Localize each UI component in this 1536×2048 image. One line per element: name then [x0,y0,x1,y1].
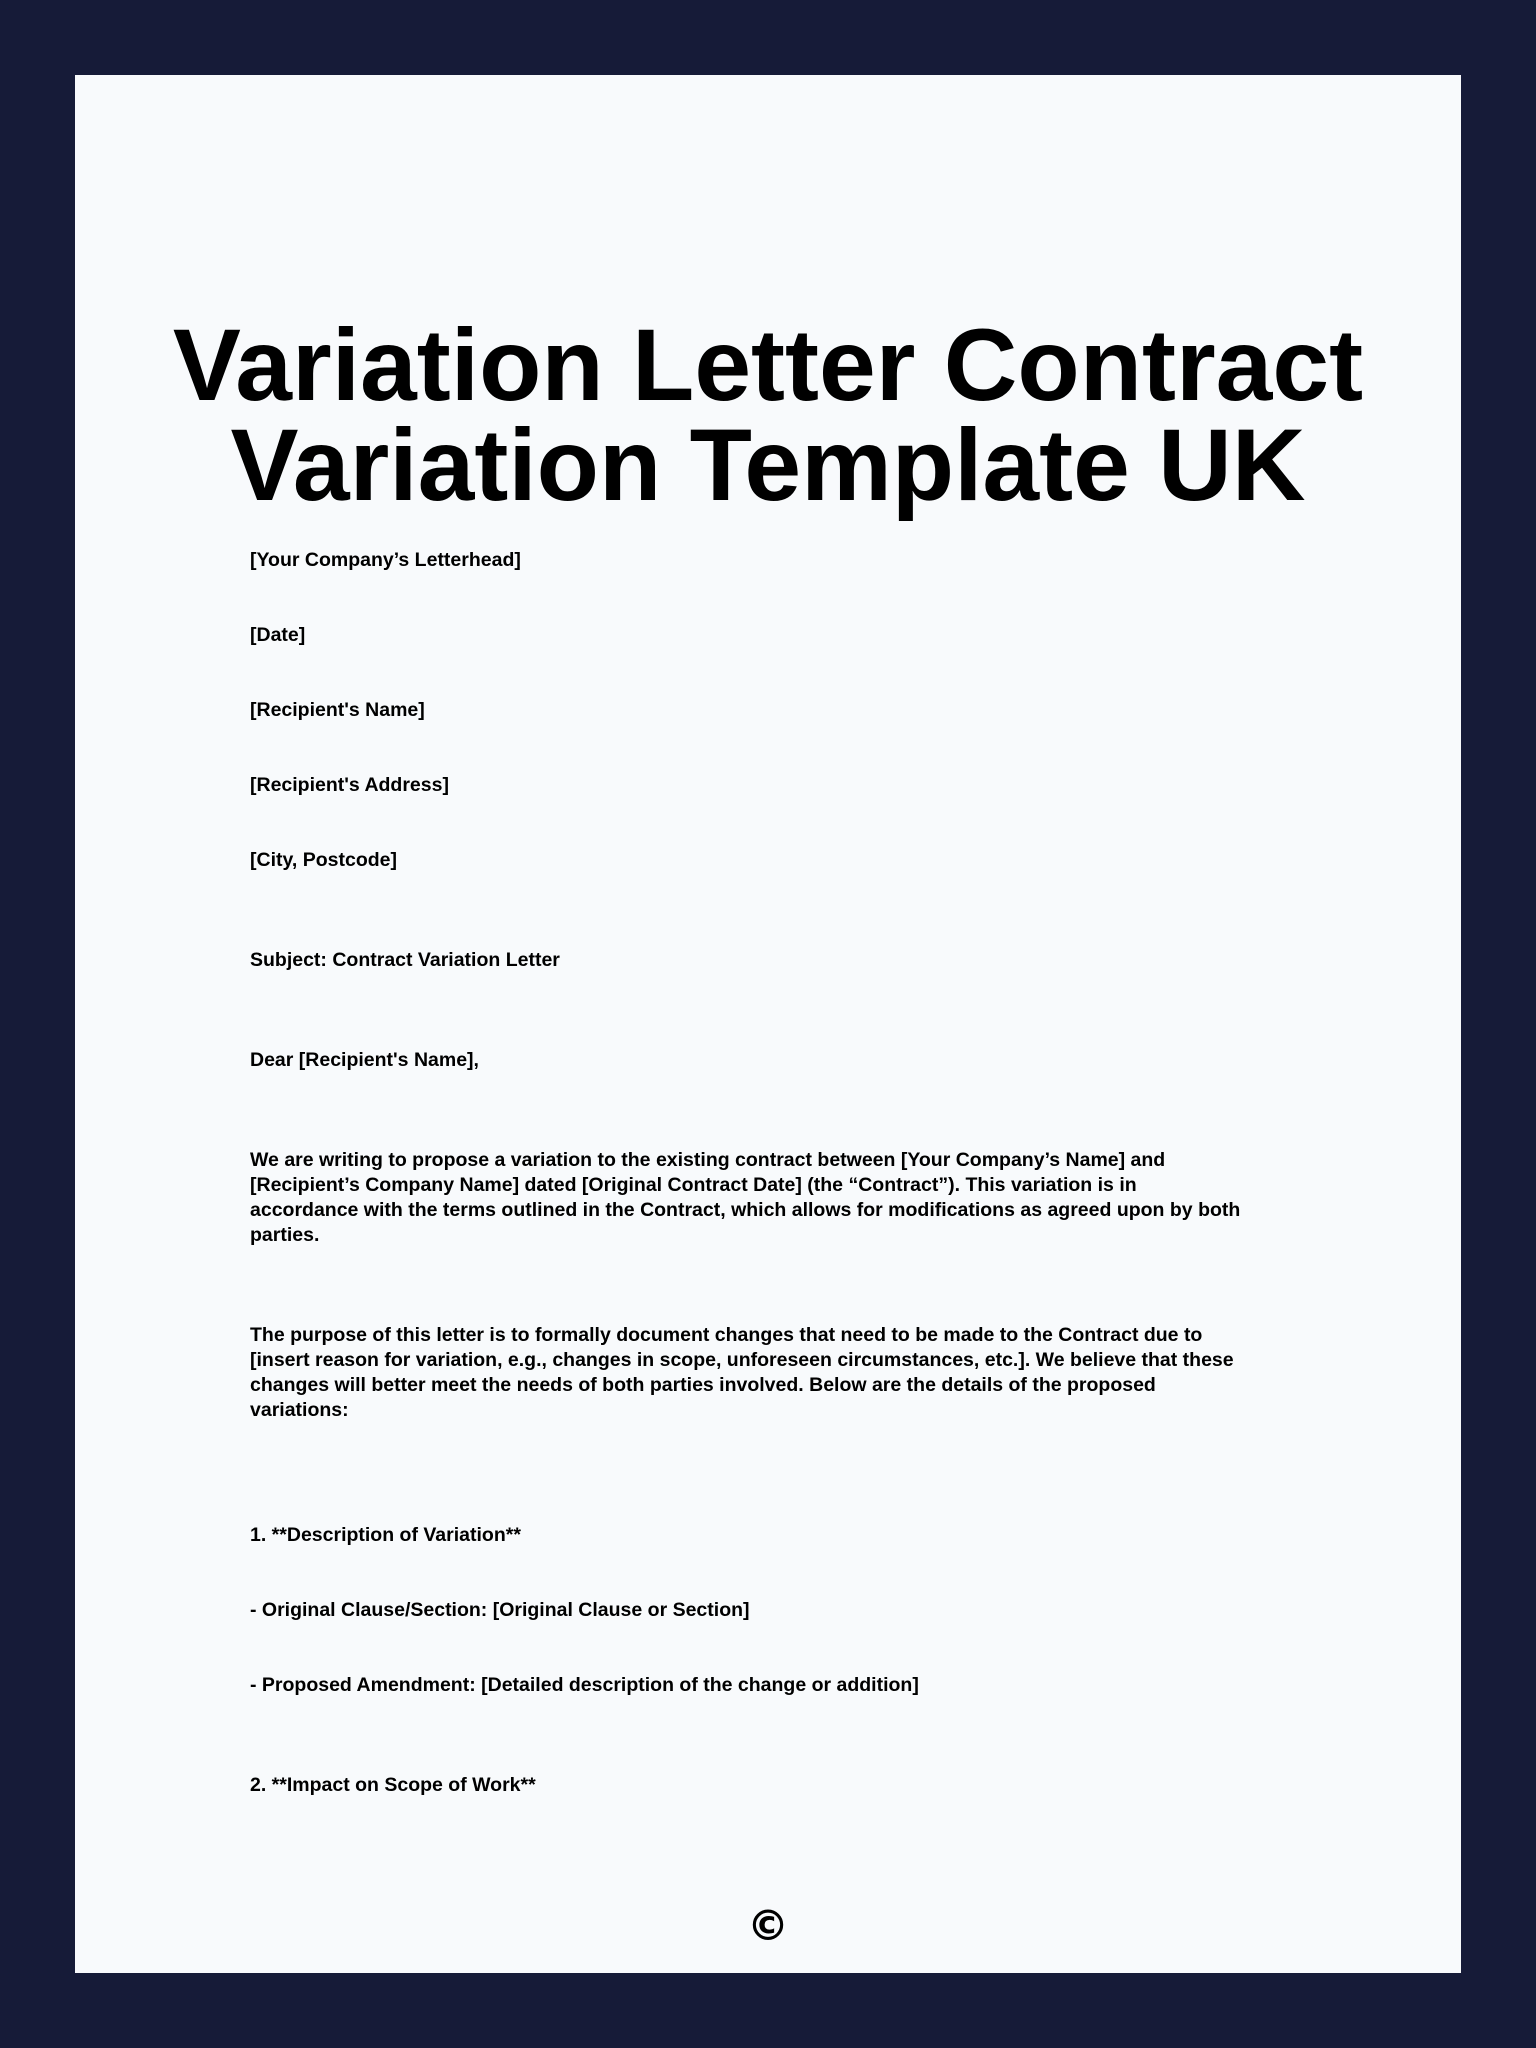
paragraph-line: changes will better meet the needs of both parties involved. Below are the details of the proposed [250,1374,1156,1396]
title-line-1: Variation Letter Contract [172,308,1364,422]
copyright-symbol: © [747,1901,789,1950]
item-1-original-clause: - Original Clause/Section: [Original Clause or Section] [250,1599,750,1621]
paragraph-purpose [250,1323,1360,1423]
item-2-heading: 2. **Impact on Scope of Work** [250,1774,536,1796]
paragraph-line: [Recipient’s Company Name] dated [Original Contract Date] (the “Contract”). This variation is in [250,1174,1137,1196]
document-page [75,75,1461,1973]
recipient-name-placeholder: [Recipient's Name] [250,699,425,721]
item-1-heading: 1. **Description of Variation** [250,1524,521,1546]
paragraph-line: variations: [250,1399,349,1421]
paragraph-intro [250,1148,1360,1248]
document-title [75,308,1461,522]
paragraph-line: parties. [250,1224,320,1246]
item-1-proposed-amendment: - Proposed Amendment: [Detailed description of the change or addition] [250,1674,919,1696]
date-placeholder: [Date] [250,624,306,646]
paragraph-line: accordance with the terms outlined in the Contract, which allows for modifications as agreed upon by both [250,1199,1241,1221]
paragraph-line: We are writing to propose a variation to the existing contract between [Your Company’s Name] and [250,1149,1166,1171]
city-postcode-placeholder: [City, Postcode] [250,849,397,871]
subject-line: Subject: Contract Variation Letter [250,949,560,971]
recipient-address-placeholder: [Recipient's Address] [250,774,449,796]
letterhead-placeholder: [Your Company’s Letterhead] [250,549,521,571]
title-line-2: Variation Template UK [230,408,1306,522]
paragraph-line: The purpose of this letter is to formally document changes that need to be made to the Contract due to [250,1324,1203,1346]
salutation: Dear [Recipient's Name], [250,1049,479,1071]
paragraph-line: [insert reason for variation, e.g., changes in scope, unforeseen circumstances, etc.]. We believe that these [250,1349,1234,1371]
